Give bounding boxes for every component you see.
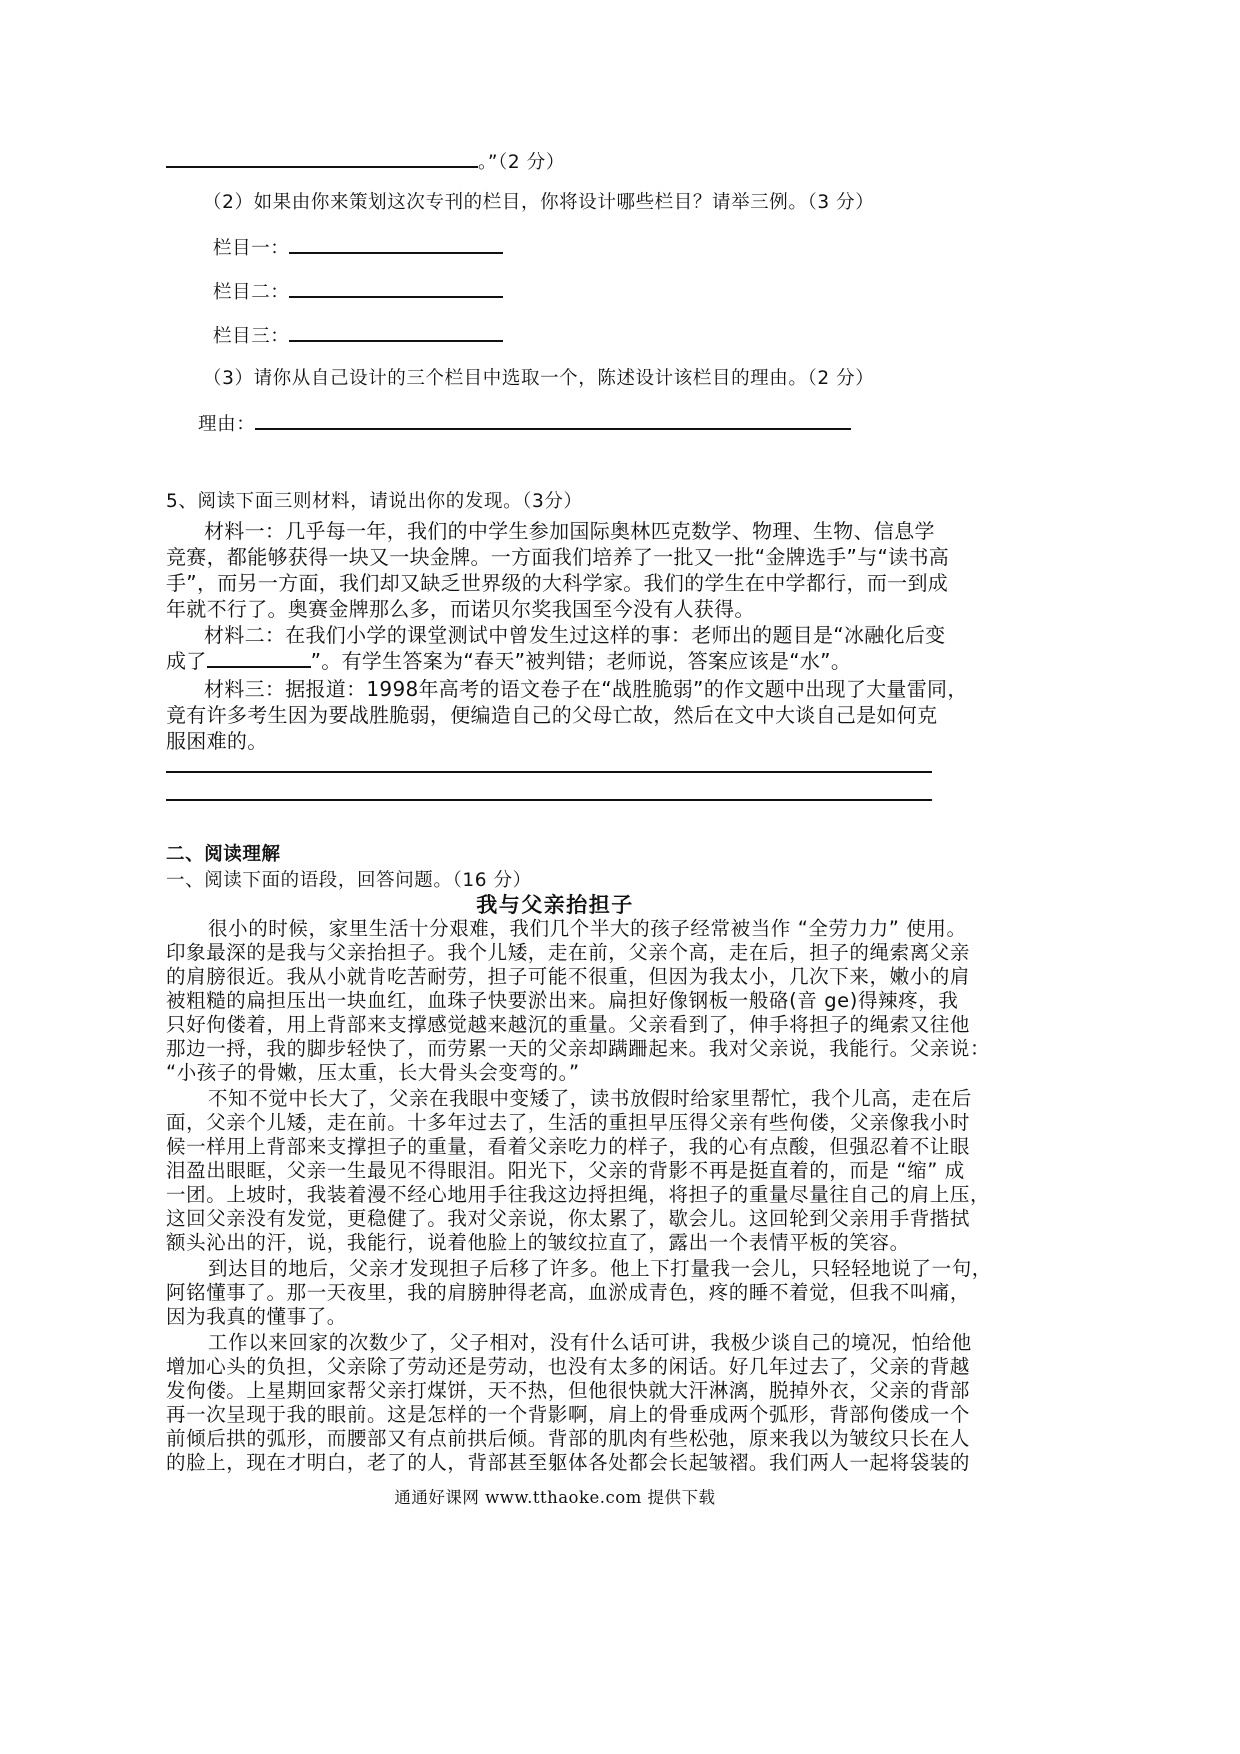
q5-line-9: 服困难的。 <box>166 729 268 753</box>
article-line-22: 前倾后拱的弧形，而腰部又有点前拱后倾。背部的肌肉有些松弛，原来我以为皱纹只长在人 <box>166 1427 971 1450</box>
q4-tail-line <box>166 146 565 174</box>
reason-label: 理由： <box>198 414 256 435</box>
q4-sub2: （2）如果由你来策划这次专刊的栏目，你将设计哪些栏目？请举三例。（3 分） <box>203 192 875 213</box>
article-title: 我与父亲抬担子 <box>476 893 634 917</box>
column-3-row <box>213 320 503 348</box>
article-line-16: 阿铭懂事了。那一天夜里，我的肩膀肿得老高，血淤成青色，疼的睡不着觉，但我不叫痛， <box>166 1281 971 1304</box>
article-line-13: 这回父亲没有发觉，更稳健了。我对父亲说，你太累了，歇会儿。这回轮到父亲用手背揩拭 <box>166 1207 971 1230</box>
column-1-blank[interactable] <box>289 232 503 254</box>
q5-line-8: 竟有许多考生因为要战胜脆弱，便编造自己的父母亡故，然后在文中大谈自己是如何克 <box>166 703 938 727</box>
answer-line-2[interactable] <box>166 799 932 801</box>
column-2-label: 栏目二： <box>213 282 290 303</box>
article-line-2: 印象最深的是我与父亲抬担子。我个儿矮，走在前，父亲个高，走在后，担子的绳索离父亲 <box>166 941 971 964</box>
article-line-6: 那边一捋，我的脚步轻快了，而劳累一天的父亲却蹒跚起来。我对父亲说，我能行。父亲说： <box>166 1037 991 1060</box>
column-1-row <box>213 232 503 260</box>
page-footer: 通通好课网 www.tthaoke.com 提供下载 <box>394 1488 716 1507</box>
article-line-18: 工作以来回家的次数少了，父子相对，没有什么话可讲，我极少谈自己的境况，怕给他 <box>208 1331 972 1354</box>
q5-line-6-post: ”。有学生答案为“春天”被判错；老师说，答案应该是“水”。 <box>310 649 852 673</box>
reason-blank[interactable] <box>255 408 851 430</box>
article-line-17: 因为我真的懂事了。 <box>166 1305 347 1328</box>
article-line-11: 泪盈出眼眶，父亲一生最见不得眼泪。阳光下，父亲的背影不再是挺直着的，而是 “缩” 成 <box>166 1159 965 1182</box>
column-3-label: 栏目三： <box>213 326 290 347</box>
column-2-blank[interactable] <box>289 276 503 298</box>
article-line-19: 增加心头的负担，父亲除了劳动还是劳动，也没有太多的闲话。好几年过去了，父亲的背越 <box>166 1355 971 1378</box>
article-line-14: 额头沁出的汗，说，我能行，说着他脸上的皱纹拉直了，露出一个表情平板的笑容。 <box>166 1231 910 1254</box>
column-2-row <box>213 276 503 304</box>
q5-title: 5、阅读下面三则材料，请说出你的发现。（3分） <box>166 491 583 512</box>
q4-sub3: （3）请你从自己设计的三个栏目中选取一个，陈述设计该栏目的理由。（2 分） <box>203 368 875 389</box>
article-line-23: 的脸上，现在才明白，老了的人，背部甚至躯体各处都会长起皱褶。我们两人一起将袋装的 <box>166 1451 971 1474</box>
q5-line-3: 手”，而另一方面，我们却又缺乏世界级的大科学家。我们的学生在中学都行，而一到成 <box>166 571 949 595</box>
article-line-10: 候一样用上背部来支撑担子的重量，看着父亲吃力的样子，我的心有点酸，但强忍着不让眼 <box>166 1135 971 1158</box>
article-line-7: “小孩子的骨嫩，压太重，长大骨头会变弯的。” <box>166 1061 580 1084</box>
column-3-blank[interactable] <box>289 320 503 342</box>
q5-line-6-pre: 成了 <box>166 649 207 673</box>
section-heading: 二、阅读理解 <box>166 844 281 865</box>
material-2-blank[interactable] <box>207 646 311 668</box>
q4-tail-text: 。”（2 分） <box>478 152 565 173</box>
article-line-1: 很小的时候，家里生活十分艰难，我们几个半大的孩子经常被当作 “全劳力力” 使用。 <box>208 917 967 940</box>
article-line-21: 再一次呈现于我的眼前。这是怎样的一个背影啊，肩上的骨垂成两个弧形，背部佝偻成一个 <box>166 1403 971 1426</box>
article-line-9: 面，父亲个儿矮，走在前。十多年过去了，生活的重担早压得父亲有些佝偻，父亲像我小时 <box>166 1111 971 1134</box>
article-line-5: 只好佝偻着，用上背部来支撑感觉越来越沉的重量。父亲看到了，伸手将担子的绳索又往他 <box>166 1013 971 1036</box>
section-subheading: 一、阅读下面的语段，回答问题。（16 分） <box>166 870 532 891</box>
reason-row <box>198 408 851 436</box>
q5-line-7: 材料三：据报道：1998年高考的语文卷子在“战胜脆弱”的作文题中出现了大量雷同， <box>204 677 968 701</box>
article-line-4: 被粗糙的扁担压出一块血红，血珠子快要淤出来。扁担好像钢板一般硌(音 ge)得辣疼，我 <box>166 989 959 1012</box>
answer-blank[interactable] <box>166 146 478 168</box>
q5-line-1: 材料一：几乎每一年，我们的中学生参加国际奥林匹克数学、物理、生物、信息学 <box>204 519 935 543</box>
q5-line-6 <box>166 645 851 674</box>
q5-line-4: 年就不行了。奥赛金牌那么多，而诺贝尔奖我国至今没有人获得。 <box>166 597 755 621</box>
column-1-label: 栏目一： <box>213 238 290 259</box>
article-line-3: 的肩膀很近。我从小就肯吃苦耐劳，担子可能不很重，但因为我太小，几次下来，嫩小的肩 <box>166 965 971 988</box>
q5-line-5: 材料二：在我们小学的课堂测试中曾发生过这样的事：老师出的题目是“冰融化后变 <box>204 623 946 647</box>
article-line-8: 不知不觉中长大了，父亲在我眼中变矮了，读书放假时给家里帮忙，我个儿高，走在后 <box>208 1087 972 1110</box>
answer-line-1[interactable] <box>166 771 932 773</box>
q5-line-2: 竞赛，都能够获得一块又一块金牌。一方面我们培养了一批又一批“金牌选手”与“读书高 <box>166 545 950 569</box>
article-line-15: 到达目的地后，父亲才发现担子后移了许多。他上下打量我一会儿，只轻轻地说了一句， <box>208 1257 992 1280</box>
article-line-12: 一团。上坡时，我装着漫不经心地用手往我这边捋担绳，将担子的重量尽量往自己的肩上压， <box>166 1183 991 1206</box>
article-line-20: 发佝偻。上星期回家帮父亲打煤饼，天不热，但他很快就大汗淋漓，脱掉外衣，父亲的背部 <box>166 1379 971 1402</box>
